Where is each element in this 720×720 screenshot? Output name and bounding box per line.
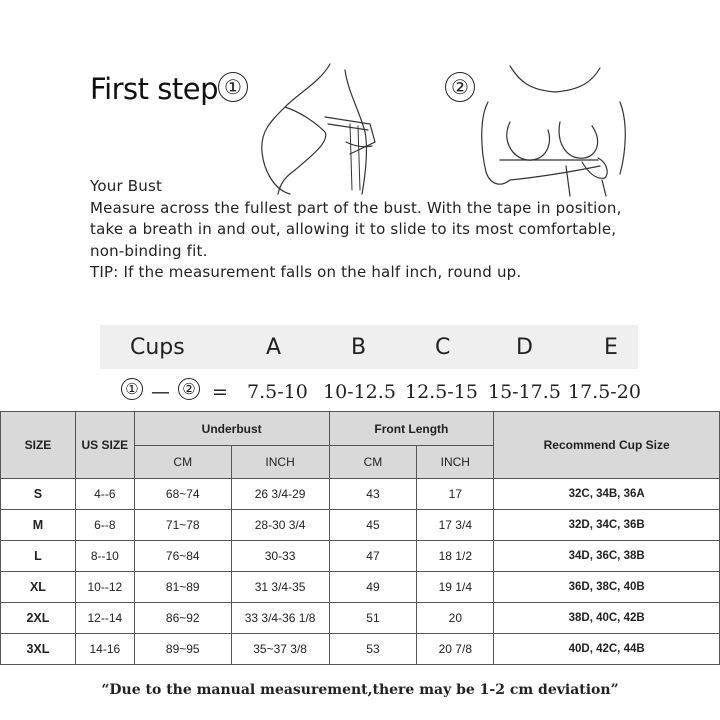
table-row [1, 541, 720, 572]
cell-size: M [1, 510, 76, 541]
cell-front-length-inch: 18 1/2 [417, 541, 494, 572]
cell-recommend-cup: 36D, 38C, 40B [494, 572, 720, 603]
cell-underbust-cm: 68~74 [134, 479, 231, 510]
cell-underbust-cm: 81~89 [134, 572, 231, 603]
cell-front-length-cm: 49 [329, 572, 417, 603]
cups-header-bar [100, 325, 638, 369]
cup-letter-c: C [435, 335, 451, 360]
range-d: 15-17.5 [488, 381, 561, 403]
step-title: First step [90, 72, 218, 106]
formula-step-2: ② [178, 378, 200, 400]
cell-size: S [1, 479, 76, 510]
deviation-footnote: “Due to the manual measurement,there may be 1-2 cm deviation” [101, 682, 619, 698]
instructions-line-1: Measure across the fullest part of the bust. With the tape in position, [90, 198, 622, 217]
cell-us-size: 14-16 [75, 634, 134, 665]
cell-size: L [1, 541, 76, 572]
cell-underbust-cm: 86~92 [134, 603, 231, 634]
header-underbust: Underbust [134, 412, 329, 446]
cell-size: 3XL [1, 634, 76, 665]
range-e: 17.5-20 [568, 381, 641, 403]
header-size: SIZE [1, 412, 76, 479]
cell-recommend-cup: 40D, 42C, 44B [494, 634, 720, 665]
instructions-heading: Your Bust [90, 177, 163, 195]
cell-front-length-cm: 51 [329, 603, 417, 634]
measurement-instructions [90, 176, 650, 284]
cell-front-length-inch: 20 [417, 603, 494, 634]
cell-us-size: 12--14 [75, 603, 134, 634]
cell-underbust-inch: 31 3/4-35 [231, 572, 329, 603]
cell-front-length-cm: 53 [329, 634, 417, 665]
header-us-size: US SIZE [75, 412, 134, 479]
header-underbust-cm: CM [134, 446, 231, 479]
cell-size: XL [1, 572, 76, 603]
instructions-line-3: non-binding fit. [90, 241, 208, 260]
formula-minus: — [151, 381, 170, 403]
instructions-tip: TIP: If the measurement falls on the half inch, round up. [90, 263, 522, 281]
cell-front-length-inch: 20 7/8 [417, 634, 494, 665]
range-a: 7.5-10 [247, 381, 308, 403]
table-row [1, 572, 720, 603]
cell-underbust-inch: 28-30 3/4 [231, 510, 329, 541]
cup-letter-a: A [266, 335, 282, 360]
size-chart-table [0, 411, 720, 665]
cup-letter-b: B [351, 335, 367, 360]
cup-letter-e: E [604, 335, 618, 360]
cell-underbust-inch: 30-33 [231, 541, 329, 572]
step-1-number: ① [218, 72, 248, 102]
cup-letter-d: D [516, 335, 533, 360]
header-recommend-cup: Recommend Cup Size [494, 412, 720, 479]
cell-underbust-inch: 35~37 3/8 [231, 634, 329, 665]
cell-front-length-cm: 47 [329, 541, 417, 572]
cell-front-length-inch: 19 1/4 [417, 572, 494, 603]
table-row [1, 479, 720, 510]
cell-recommend-cup: 32D, 34C, 36B [494, 510, 720, 541]
formula-step-1: ① [121, 378, 143, 400]
cell-recommend-cup: 38D, 40C, 42B [494, 603, 720, 634]
range-c: 12.5-15 [405, 381, 478, 403]
cell-front-length-cm: 45 [329, 510, 417, 541]
table-row [1, 510, 720, 541]
cell-us-size: 10--12 [75, 572, 134, 603]
cell-us-size: 4--6 [75, 479, 134, 510]
header-front-length-cm: CM [329, 446, 417, 479]
instructions-line-2: take a breath in and out, allowing it to slide to its most comfortable, [90, 220, 617, 238]
header-front-length: Front Length [329, 412, 494, 446]
table-row [1, 603, 720, 634]
header-front-length-inch: INCH [417, 446, 494, 479]
cell-underbust-cm: 76~84 [134, 541, 231, 572]
header-underbust-inch: INCH [231, 446, 329, 479]
cell-front-length-cm: 43 [329, 479, 417, 510]
cell-recommend-cup: 32C, 34B, 36A [494, 479, 720, 510]
formula-equals: = [212, 381, 228, 403]
step-2-number: ② [445, 72, 475, 102]
table-row [1, 634, 720, 665]
range-b: 10-12.5 [323, 381, 396, 403]
cell-underbust-inch: 26 3/4-29 [231, 479, 329, 510]
cell-us-size: 8--10 [75, 541, 134, 572]
cell-front-length-inch: 17 [417, 479, 494, 510]
cell-underbust-inch: 33 3/4-36 1/8 [231, 603, 329, 634]
cell-underbust-cm: 71~78 [134, 510, 231, 541]
cups-label: Cups [130, 335, 185, 360]
cell-front-length-inch: 17 3/4 [417, 510, 494, 541]
cell-underbust-cm: 89~95 [134, 634, 231, 665]
cell-size: 2XL [1, 603, 76, 634]
cell-recommend-cup: 34D, 36C, 38B [494, 541, 720, 572]
cell-us-size: 6--8 [75, 510, 134, 541]
